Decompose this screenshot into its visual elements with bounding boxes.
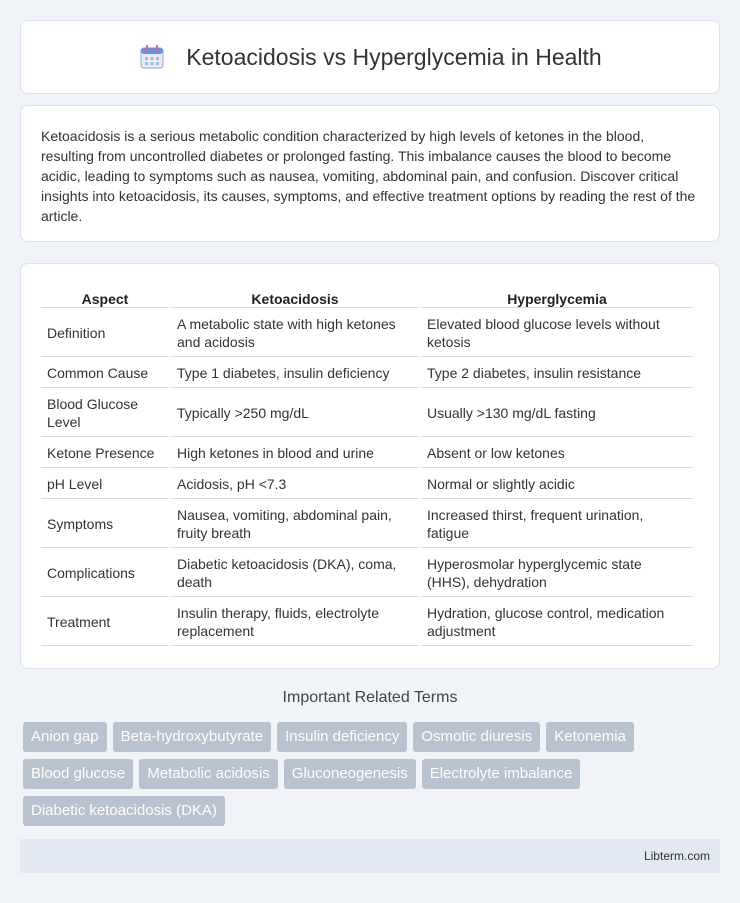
term-tag[interactable]: Osmotic diuresis: [413, 722, 540, 752]
cell-aspect: Complications: [41, 550, 169, 597]
cell-hyperglycemia: Increased thirst, frequent urination, fatigue: [421, 501, 693, 548]
table-row: [41, 501, 693, 548]
cell-hyperglycemia: Usually >130 mg/dL fasting: [421, 390, 693, 437]
cell-aspect: Common Cause: [41, 359, 169, 388]
term-tag[interactable]: Insulin deficiency: [277, 722, 407, 752]
cell-hyperglycemia: Hydration, glucose control, medication adjustment: [421, 599, 693, 646]
page-title: Ketoacidosis vs Hyperglycemia in Health: [186, 43, 602, 70]
cell-hyperglycemia: Absent or low ketones: [421, 439, 693, 468]
term-tag[interactable]: Beta-hydroxybutyrate: [113, 722, 272, 752]
term-tag[interactable]: Diabetic ketoacidosis (DKA): [23, 796, 225, 826]
cell-aspect: pH Level: [41, 470, 169, 499]
footer: [20, 839, 720, 873]
table-row: [41, 470, 693, 499]
cell-ketoacidosis: A metabolic state with high ketones and acidosis: [171, 310, 419, 357]
cell-aspect: Symptoms: [41, 501, 169, 548]
cell-ketoacidosis: Typically >250 mg/dL: [171, 390, 419, 437]
cell-ketoacidosis: High ketones in blood and urine: [171, 439, 419, 468]
header-card: [20, 20, 720, 94]
term-tag[interactable]: Anion gap: [23, 722, 107, 752]
table-row: [41, 359, 693, 388]
cell-aspect: Blood Glucose Level: [41, 390, 169, 437]
comparison-table: [39, 286, 695, 648]
cell-ketoacidosis: Diabetic ketoacidosis (DKA), coma, death: [171, 550, 419, 597]
intro-card: [20, 105, 720, 242]
cell-hyperglycemia: Elevated blood glucose levels without ketosis: [421, 310, 693, 357]
cell-aspect: Ketone Presence: [41, 439, 169, 468]
calendar-icon: [138, 43, 166, 71]
cell-ketoacidosis: Acidosis, pH <7.3: [171, 470, 419, 499]
table-row: [41, 599, 693, 646]
intro-paragraph: Ketoacidosis is a serious metabolic condition characterized by high levels of ketones in the blood, resulting from uncontrolled diabetes or prolonged fasting. This imbalance causes the blood to become acidic, leading to symptoms such as nausea, vomiting, abdominal pain, and confusion. Discover critical insights into ketoacidosis, its causes, symptoms, and effective treatment options by reading the rest of the article.: [41, 128, 696, 224]
header-hyperglycemia: Hyperglycemia: [421, 288, 693, 308]
cell-hyperglycemia: Hyperosmolar hyperglycemic state (HHS), dehydration: [421, 550, 693, 597]
term-tag[interactable]: Electrolyte imbalance: [422, 759, 581, 789]
term-tag[interactable]: Gluconeogenesis: [284, 759, 416, 789]
term-tag[interactable]: Ketonemia: [546, 722, 634, 752]
cell-hyperglycemia: Normal or slightly acidic: [421, 470, 693, 499]
table-row: [41, 439, 693, 468]
table-row: [41, 550, 693, 597]
cell-ketoacidosis: Insulin therapy, fluids, electrolyte replacement: [171, 599, 419, 646]
table-header-row: [41, 288, 693, 308]
cell-ketoacidosis: Nausea, vomiting, abdominal pain, fruity breath: [171, 501, 419, 548]
cell-aspect: Treatment: [41, 599, 169, 646]
footer-site-link[interactable]: Libterm.com: [643, 849, 710, 863]
table-row: [41, 390, 693, 437]
cell-ketoacidosis: Type 1 diabetes, insulin deficiency: [171, 359, 419, 388]
table-row: [41, 310, 693, 357]
header-ketoacidosis: Ketoacidosis: [171, 288, 419, 308]
cell-aspect: Definition: [41, 310, 169, 357]
term-tag[interactable]: Metabolic acidosis: [139, 759, 278, 789]
cell-hyperglycemia: Type 2 diabetes, insulin resistance: [421, 359, 693, 388]
term-tag[interactable]: Blood glucose: [23, 759, 133, 789]
comparison-card: [20, 263, 720, 669]
header-aspect: Aspect: [41, 288, 169, 308]
related-terms-title: Important Related Terms: [282, 689, 458, 706]
related-terms-list: [23, 722, 723, 826]
